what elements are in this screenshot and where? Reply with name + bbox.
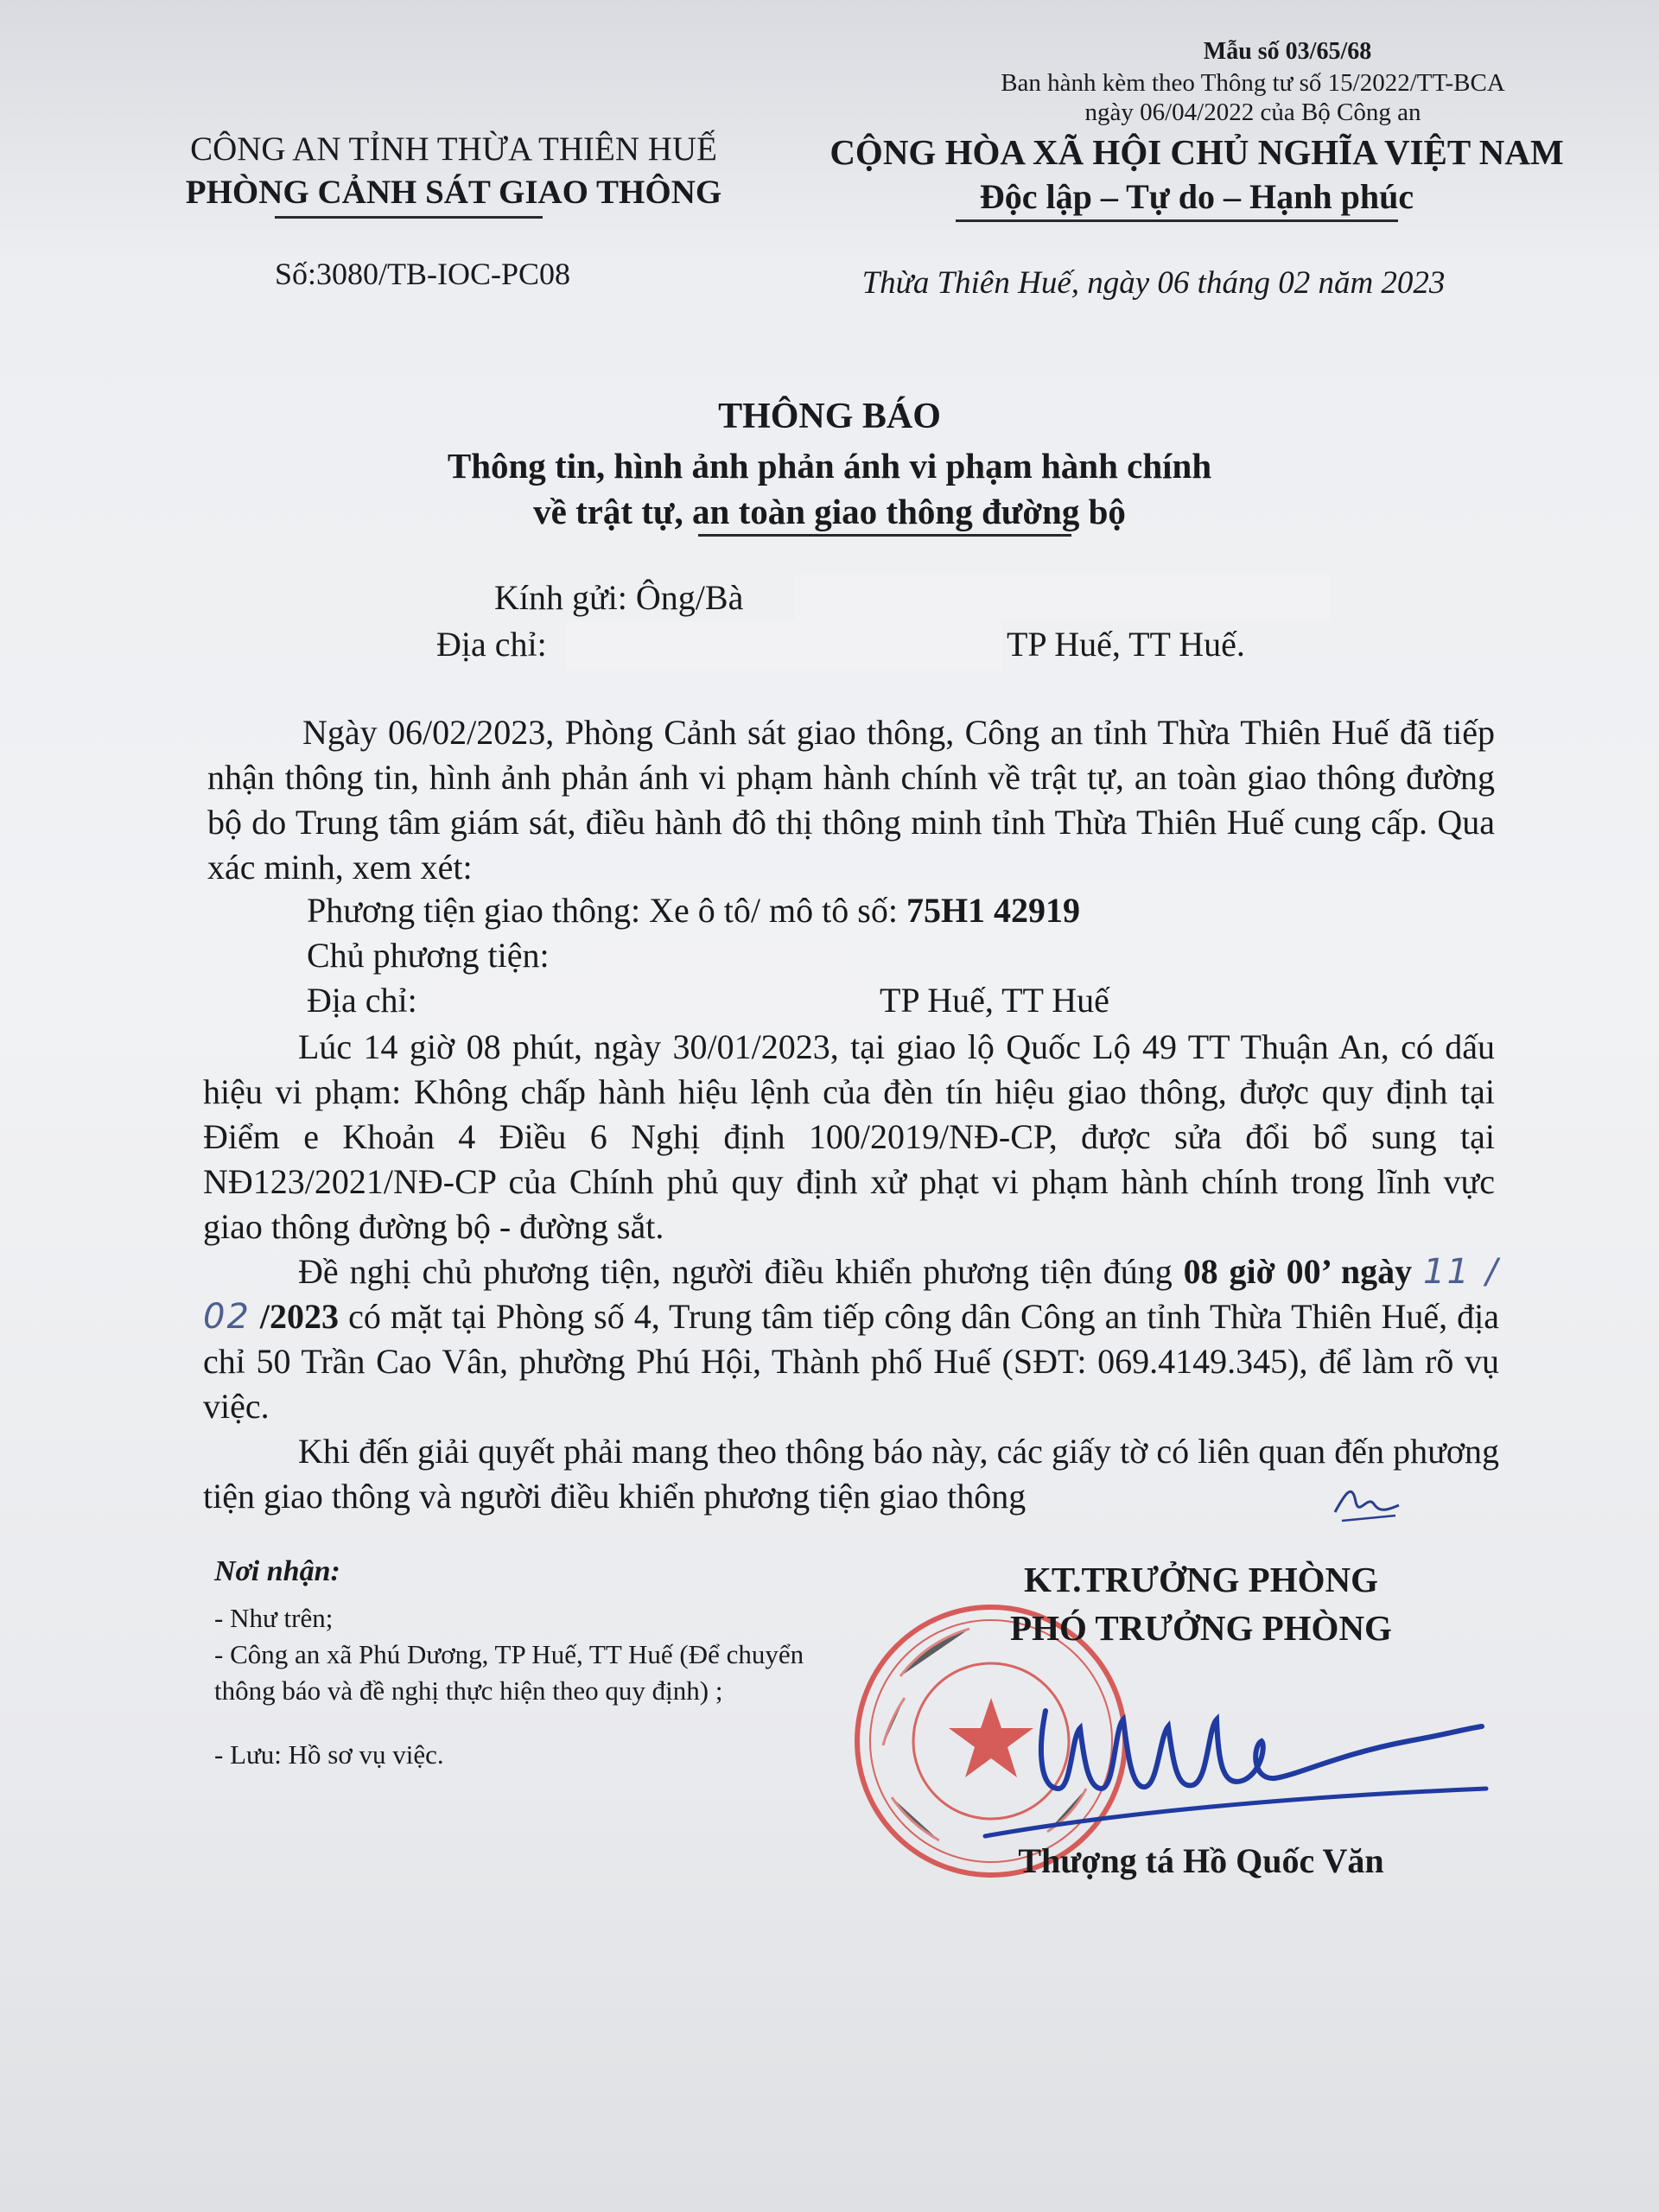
body-paragraph-intro <box>207 710 1495 890</box>
agency-name: CÔNG AN TỈNH THỪA THIÊN HUẾ <box>190 130 717 168</box>
handwritten-signature <box>976 1659 1495 1840</box>
recipients-heading: Nơi nhận: <box>214 1555 340 1587</box>
summons-text-a: Đề nghị chủ phương tiện, người điều khiển phương tiện đúng <box>298 1252 1184 1291</box>
handwritten-date: 11 / 02 <box>203 1252 1500 1337</box>
owner-address-label: Địa chỉ: <box>307 981 417 1020</box>
national-title: CỘNG HÒA XÃ HỘI CHỦ NGHĨA VIỆT NAM <box>830 132 1564 172</box>
license-plate: 75H1 42919 <box>906 891 1081 930</box>
recipient-address-label: Địa chỉ: <box>436 625 547 664</box>
agency-underline <box>275 216 543 219</box>
summons-time: 08 giờ 00’ ngày <box>1183 1252 1424 1291</box>
document-subtitle-line2: về trật tự, an toàn giao thông đường bộ <box>533 492 1126 531</box>
recipient-item: - Như trên; <box>214 1603 334 1633</box>
motto-underline <box>956 219 1398 222</box>
recipient-label: Kính gửi: Ông/Bà <box>494 578 744 617</box>
document-number: Số:3080/TB-IOC-PC08 <box>275 257 571 291</box>
document-subtitle-line1: Thông tin, hình ảnh phản ánh vi phạm hành chính <box>447 446 1212 486</box>
redacted-owner-address <box>432 978 873 1025</box>
violation-text: Lúc 14 giờ 08 phút, ngày 30/01/2023, tại giao lộ Quốc Lộ 49 TT Thuận An, có dấu hiệu vi phạm: Không chấp hành hiệu lệnh của đèn tín hiệu giao thông, được quy định tại Điểm e Khoản 4 Điều 6 Nghị định 100/2019/NĐ-CP, được sửa đổi bổ sung tại NĐ123/2021/NĐ-CP của Chính phủ quy định xử phạt vi phạm hành chính trong lĩnh vực giao thông đường bộ - đường sắt. <box>203 1027 1495 1246</box>
form-number: Mẫu số 03/65/68 <box>1203 38 1372 65</box>
summons-year: /2023 <box>250 1297 340 1336</box>
instructions-text: Khi đến giải quyết phải mang theo thông báo này, các giấy tờ có liên quan đến phương tiện giao thông và người điều khiển phương tiện giao thông <box>203 1432 1499 1516</box>
recipient-item: - Công an xã Phú Dương, TP Huế, TT Huế (Để chuyển thông báo và đề nghị thực hiện theo quy định) ; <box>214 1639 804 1706</box>
summons-text-b: có mặt tại Phòng số 4, Trung tâm tiếp công dân Công an tỉnh Thừa Thiên Huế, địa chỉ 50 Trần Cao Vân, phường Phú Hội, Thành phố Huế (SĐT: 069.4149.345), để làm rõ vụ việc. <box>203 1297 1499 1426</box>
subtitle-underline <box>698 534 1071 537</box>
body-paragraph-summons <box>203 1249 1499 1429</box>
recipient-address-city: TP Huế, TT Huế. <box>1007 625 1245 664</box>
signer-name: Thượng tá Hồ Quốc Văn <box>1018 1841 1384 1880</box>
intro-text: Ngày 06/02/2023, Phòng Cảnh sát giao thông, Công an tỉnh Thừa Thiên Huế đã tiếp nhận thông tin, hình ảnh phản ánh vi phạm hành chính về trật tự, an toàn giao thông đường bộ do Trung tâm giám sát, điều hành đô thị thông minh tỉnh Thừa Thiên Huế cung cấp. Qua xác minh, xem xét: <box>207 713 1495 887</box>
signature-role-line1: KT.TRƯỞNG PHÒNG <box>1024 1560 1378 1599</box>
body-paragraph-instructions <box>203 1429 1499 1519</box>
form-issued-with: Ban hành kèm theo Thông tư số 15/2022/TT-BCA <box>1001 69 1505 97</box>
agency-department: PHÒNG CẢNH SÁT GIAO THÔNG <box>185 174 722 211</box>
place-date: Thừa Thiên Huế, ngày 06 tháng 02 năm 2023 <box>861 265 1446 301</box>
redacted-owner-name <box>588 935 847 980</box>
owner-label: Chủ phương tiện: <box>307 936 550 975</box>
vehicle-label: Phương tiện giao thông: Xe ô tô/ mô tô số: <box>307 891 906 930</box>
recipient-item: - Lưu: Hồ sơ vụ việc. <box>214 1739 444 1770</box>
body-paragraph-violation <box>203 1025 1495 1249</box>
vehicle-line <box>307 890 1080 931</box>
redacted-recipient-address <box>566 620 1002 671</box>
signature-role-line2: PHÓ TRƯỞNG PHÒNG <box>1010 1608 1392 1648</box>
redacted-recipient-name <box>795 575 1331 621</box>
form-issued-date: ngày 06/04/2022 của Bộ Công an <box>1084 99 1421 126</box>
document-title: THÔNG BÁO <box>718 397 941 436</box>
national-motto: Độc lập – Tự do – Hạnh phúc <box>979 177 1414 216</box>
handwritten-initial-mark <box>1326 1467 1404 1528</box>
owner-address-city: TP Huế, TT Huế <box>880 981 1109 1020</box>
